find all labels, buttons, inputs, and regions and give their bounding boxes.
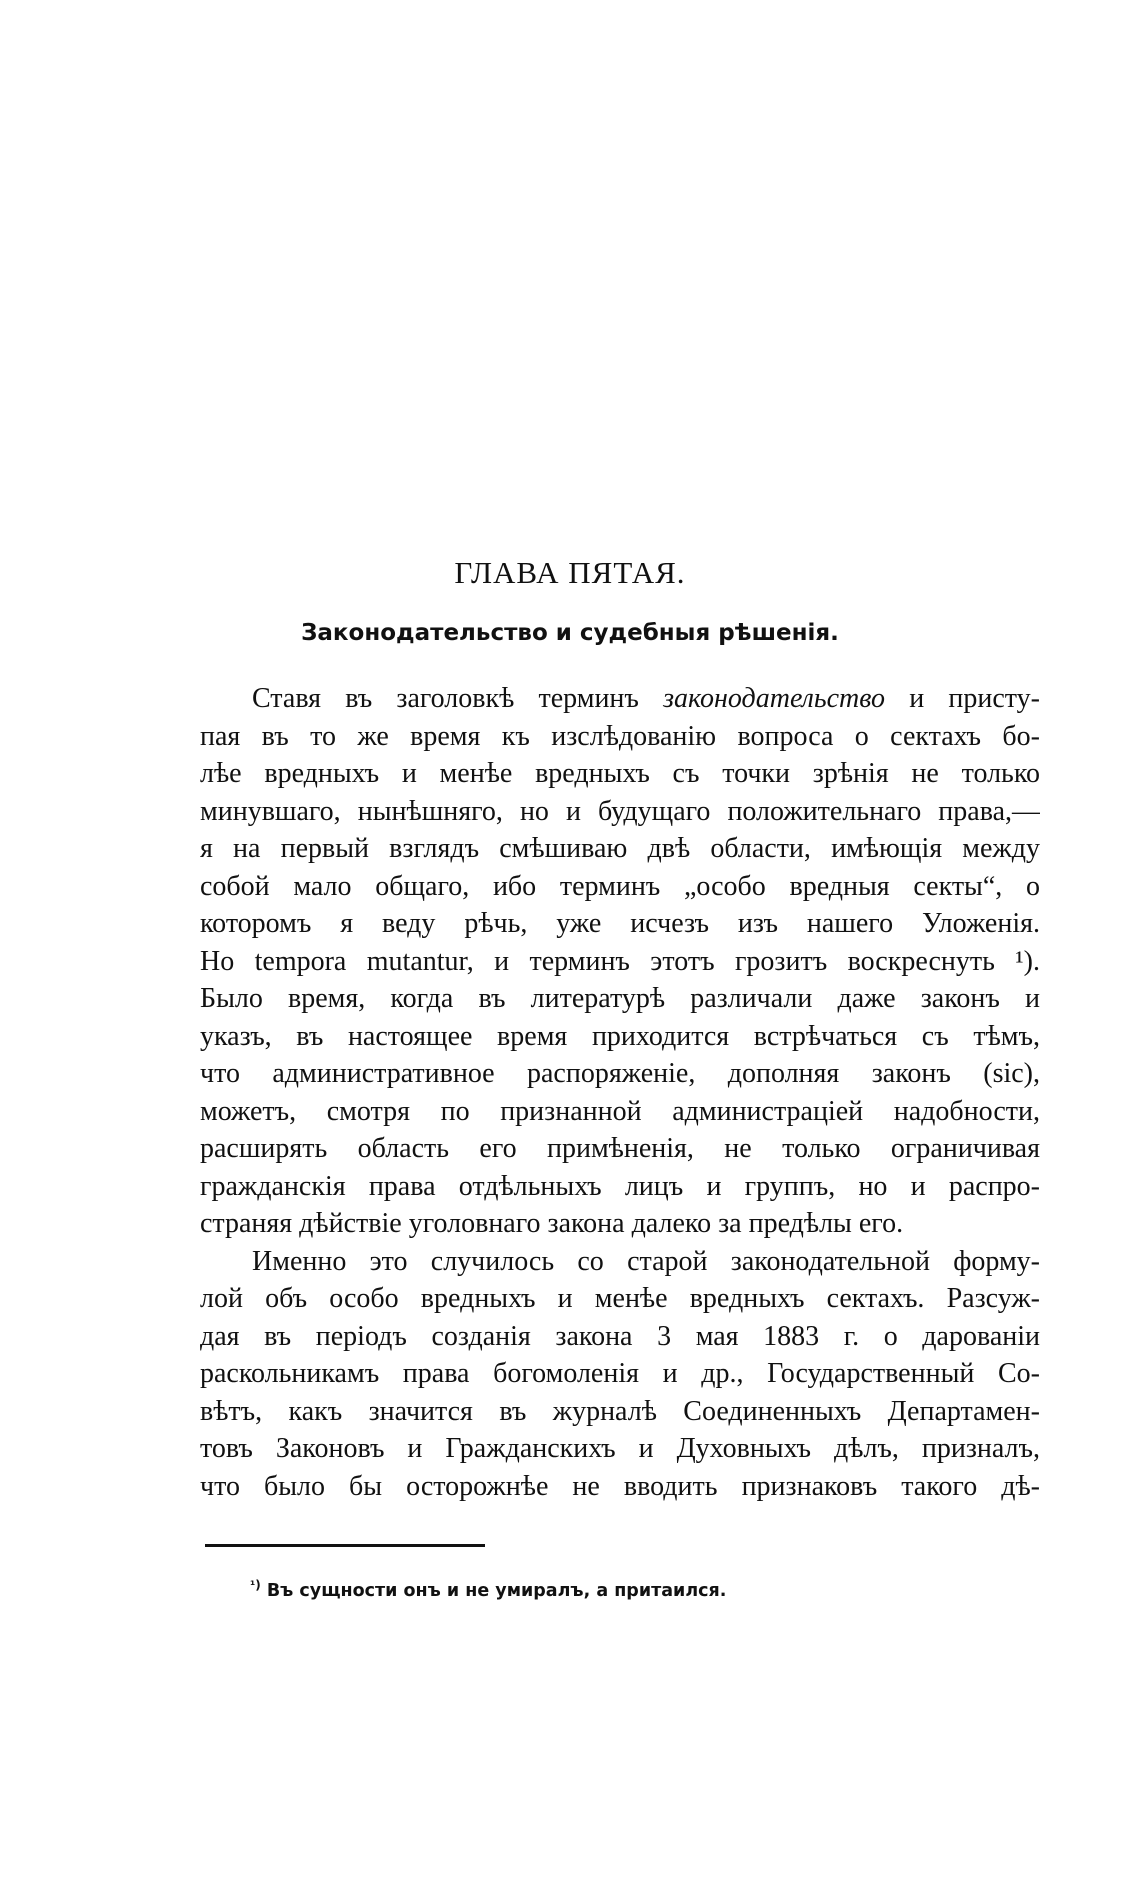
footnote-text: Въ сущности онъ и не умиралъ, а притаился. <box>266 1580 727 1601</box>
text-line: я на первый взглядъ смѣшиваю двѣ области, имѣющія между <box>200 833 1040 864</box>
text-line: минувшаго, нынѣшняго, но и будущаго положительнаго права,— <box>200 795 1040 827</box>
text-line: собой мало общаго, ибо терминъ „особо вредныя секты“, о <box>200 870 1040 902</box>
text-line: лѣе вредныхъ и менѣе вредныхъ съ точки зрѣнія не только <box>200 758 1040 789</box>
footnote <box>250 1578 726 1601</box>
text-line: расширять область его примѣненія, не только ограничивая <box>200 1133 1040 1164</box>
body-text <box>200 680 1040 1505</box>
text-line: Было время, когда въ литературѣ различали даже законъ и <box>200 983 1040 1014</box>
text-line: Но tempora mutantur, и терминъ этотъ грозитъ воскреснуть ¹). <box>200 945 1040 977</box>
text-line: страняя дѣйствіе уголовнаго закона далеко за предѣлы его. <box>200 1208 904 1239</box>
text-line: лой объ особо вредныхъ и менѣе вредныхъ сектахъ. Разсуж- <box>200 1283 1040 1314</box>
text-line: что было бы осторожнѣе не вводить признаковъ такого дѣ- <box>200 1470 1040 1502</box>
text-line: что административное распоряженіе, дополняя законъ (sic), <box>200 1058 1040 1089</box>
chapter-subtitle: Законодательство и судебныя рѣшенія. <box>301 620 839 646</box>
emphasized-term: законодательство <box>663 683 886 714</box>
footnote-rule <box>205 1544 485 1547</box>
text-line <box>200 680 1040 718</box>
text-line: раскольникамъ права богомоленія и др., Государственный Со- <box>200 1358 1040 1389</box>
text-line-post: и присту- <box>885 683 1040 714</box>
footnote-marker: ¹) <box>250 1578 261 1592</box>
text-line: которомъ я веду рѣчь, уже исчезъ изъ нашего Уложенія. <box>200 908 1040 939</box>
text-line-pre: Ставя въ заголовкѣ терминъ <box>252 683 664 714</box>
text-line: дая въ періодъ созданія закона 3 мая 1883 г. о дарованіи <box>200 1320 1040 1352</box>
text-line: Именно это случилось со старой законодательной форму- <box>252 1245 1040 1277</box>
text-line: пая въ то же время къ изслѣдованію вопроса о сектахъ бо- <box>200 720 1040 752</box>
text-line: товъ Законовъ и Гражданскихъ и Духовныхъ дѣлъ, призналъ, <box>200 1433 1040 1464</box>
text-line: гражданскія права отдѣльныхъ лицъ и группъ, но и распро- <box>200 1170 1040 1202</box>
chapter-title: ГЛАВА ПЯТАЯ. <box>454 555 686 590</box>
text-line: вѣтъ, какъ значится въ журналѣ Соединенныхъ Департамен- <box>200 1395 1040 1427</box>
text-line: указъ, въ настоящее время приходится встрѣчаться съ тѣмъ, <box>200 1020 1040 1052</box>
text-line: можетъ, смотря по признанной администраціей надобности, <box>200 1095 1040 1127</box>
